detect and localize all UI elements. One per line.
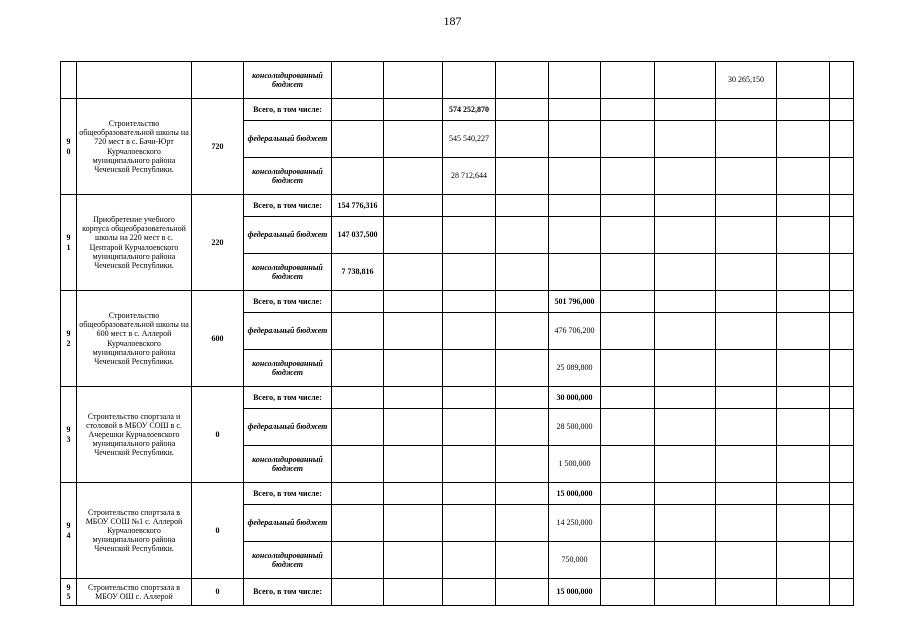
value-cell: 30 265,150 — [716, 62, 777, 99]
object-name: Строительство общеобразовательной школы на 600 мест в с. Аллерой Курчалоевского муниципального района Чеченской Республики. — [77, 291, 192, 387]
value-cell — [496, 350, 549, 387]
value-cell — [549, 254, 601, 291]
table-row — [61, 62, 854, 99]
row-number-digit: 9 — [66, 582, 71, 592]
value-cell: 154 776,316 — [332, 195, 384, 217]
value-cell — [443, 350, 496, 387]
row-number-digit: 5 — [66, 592, 71, 601]
value-cell — [716, 350, 777, 387]
value-cell: 28 500,000 — [549, 409, 601, 446]
value-cell — [716, 291, 777, 313]
value-cell — [716, 579, 777, 606]
row-number — [61, 579, 77, 606]
value-cell: 1 500,000 — [549, 446, 601, 483]
funding-source-federal: федеральный бюджет — [244, 505, 332, 542]
value-cell — [830, 254, 854, 291]
value-cell — [716, 505, 777, 542]
value-cell — [655, 387, 716, 409]
object-name: Строительство общеобразовательной школы на 720 мест в с. Бачи-Юрт Курчалоевского муниципального района Чеченской Республики. — [77, 99, 192, 195]
value-cell — [716, 254, 777, 291]
value-cell — [601, 483, 655, 505]
value-cell — [601, 409, 655, 446]
value-cell — [384, 505, 443, 542]
value-cell — [443, 505, 496, 542]
table-row — [61, 387, 854, 409]
value-cell: 476 706,200 — [549, 313, 601, 350]
value-cell — [655, 121, 716, 158]
value-cell — [655, 350, 716, 387]
value-cell — [496, 195, 549, 217]
value-cell — [496, 579, 549, 606]
funding-source-total: Всего, в том числе: — [244, 387, 332, 409]
value-cell — [384, 195, 443, 217]
capacity: 600 — [192, 291, 244, 387]
value-cell — [830, 313, 854, 350]
funding-source-total: Всего, в том числе: — [244, 291, 332, 313]
value-cell — [777, 350, 830, 387]
value-cell — [830, 158, 854, 195]
row-number — [61, 62, 77, 99]
funding-source-federal: федеральный бюджет — [244, 217, 332, 254]
value-cell — [716, 217, 777, 254]
value-cell — [830, 217, 854, 254]
value-cell — [443, 387, 496, 409]
value-cell — [496, 62, 549, 99]
value-cell — [716, 121, 777, 158]
value-cell: 30 000,000 — [549, 387, 601, 409]
value-cell — [830, 446, 854, 483]
row-number — [61, 291, 77, 387]
value-cell — [777, 99, 830, 121]
value-cell — [655, 313, 716, 350]
value-cell — [332, 350, 384, 387]
value-cell — [655, 291, 716, 313]
value-cell — [655, 483, 716, 505]
value-cell — [601, 62, 655, 99]
value-cell — [443, 217, 496, 254]
budget-table — [60, 61, 854, 606]
value-cell — [332, 313, 384, 350]
value-cell — [777, 254, 830, 291]
value-cell — [332, 387, 384, 409]
value-cell — [496, 217, 549, 254]
value-cell — [384, 313, 443, 350]
value-cell — [655, 409, 716, 446]
value-cell — [830, 350, 854, 387]
value-cell — [601, 313, 655, 350]
value-cell — [496, 446, 549, 483]
funding-source-consolidated: консолидированный бюджет — [244, 350, 332, 387]
value-cell — [830, 195, 854, 217]
table-row — [61, 291, 854, 313]
value-cell — [384, 350, 443, 387]
value-cell — [716, 483, 777, 505]
value-cell — [601, 121, 655, 158]
value-cell — [332, 62, 384, 99]
value-cell — [332, 483, 384, 505]
value-cell — [830, 387, 854, 409]
row-number-digit: 0 — [66, 146, 71, 156]
value-cell — [601, 254, 655, 291]
row-number-digit: 9 — [66, 521, 71, 531]
object-name — [77, 62, 192, 99]
capacity: 0 — [192, 483, 244, 579]
value-cell — [496, 158, 549, 195]
value-cell — [601, 195, 655, 217]
value-cell — [830, 99, 854, 121]
value-cell — [601, 291, 655, 313]
value-cell — [496, 254, 549, 291]
value-cell — [655, 446, 716, 483]
value-cell — [496, 99, 549, 121]
value-cell — [332, 542, 384, 579]
row-number — [61, 387, 77, 483]
capacity — [192, 62, 244, 99]
capacity: 0 — [192, 387, 244, 483]
value-cell — [655, 195, 716, 217]
value-cell — [549, 217, 601, 254]
value-cell — [716, 158, 777, 195]
row-number-digit: 3 — [66, 434, 71, 444]
row-number-digit: 9 — [66, 425, 71, 435]
page-number: 187 — [443, 14, 462, 28]
value-cell — [549, 121, 601, 158]
value-cell — [332, 446, 384, 483]
value-cell — [443, 254, 496, 291]
value-cell — [443, 483, 496, 505]
value-cell — [830, 409, 854, 446]
value-cell — [601, 579, 655, 606]
row-number-digit: 4 — [66, 530, 71, 540]
value-cell — [601, 99, 655, 121]
value-cell — [332, 158, 384, 195]
value-cell — [496, 505, 549, 542]
funding-source-consolidated: консолидированный бюджет — [244, 62, 332, 99]
value-cell — [716, 387, 777, 409]
value-cell — [777, 409, 830, 446]
value-cell — [332, 121, 384, 158]
value-cell — [549, 158, 601, 195]
value-cell — [716, 542, 777, 579]
value-cell — [384, 158, 443, 195]
value-cell — [332, 409, 384, 446]
value-cell — [777, 62, 830, 99]
value-cell — [777, 579, 830, 606]
value-cell — [443, 446, 496, 483]
value-cell — [384, 62, 443, 99]
value-cell — [443, 579, 496, 606]
value-cell: 147 037,500 — [332, 217, 384, 254]
object-name: Строительство спортзала в МБОУ ОШ с. Аллерой — [77, 579, 192, 606]
value-cell — [384, 483, 443, 505]
value-cell — [332, 505, 384, 542]
value-cell — [443, 62, 496, 99]
value-cell — [716, 195, 777, 217]
value-cell: 574 252,870 — [443, 99, 496, 121]
value-cell: 750,000 — [549, 542, 601, 579]
value-cell — [384, 291, 443, 313]
funding-source-federal: федеральный бюджет — [244, 121, 332, 158]
funding-source-consolidated: консолидированный бюджет — [244, 446, 332, 483]
table-row — [61, 195, 854, 217]
row-number — [61, 195, 77, 291]
value-cell — [716, 409, 777, 446]
value-cell: 14 250,000 — [549, 505, 601, 542]
value-cell: 25 089,800 — [549, 350, 601, 387]
value-cell — [655, 158, 716, 195]
value-cell — [443, 313, 496, 350]
value-cell — [601, 387, 655, 409]
value-cell — [384, 579, 443, 606]
object-name: Строительство спортзала и столовой в МБОУ СОШ в с. Ачерешки Курчалоевского муниципального района Чеченской Республики. — [77, 387, 192, 483]
value-cell — [332, 579, 384, 606]
value-cell — [384, 409, 443, 446]
table-body — [61, 62, 854, 606]
value-cell — [830, 483, 854, 505]
value-cell — [777, 217, 830, 254]
value-cell — [716, 446, 777, 483]
value-cell — [601, 350, 655, 387]
value-cell — [655, 505, 716, 542]
value-cell — [830, 542, 854, 579]
row-number — [61, 99, 77, 195]
value-cell — [830, 121, 854, 158]
value-cell — [443, 542, 496, 579]
value-cell — [777, 195, 830, 217]
value-cell — [384, 217, 443, 254]
row-number-digit: 9 — [66, 137, 71, 147]
funding-source-federal: федеральный бюджет — [244, 409, 332, 446]
value-cell — [777, 313, 830, 350]
table-row — [61, 483, 854, 505]
funding-source-federal: федеральный бюджет — [244, 313, 332, 350]
funding-source-total: Всего, в том числе: — [244, 99, 332, 121]
funding-source-consolidated: консолидированный бюджет — [244, 254, 332, 291]
value-cell — [655, 217, 716, 254]
value-cell — [443, 195, 496, 217]
value-cell — [601, 505, 655, 542]
value-cell — [443, 291, 496, 313]
value-cell — [777, 121, 830, 158]
value-cell — [601, 542, 655, 579]
row-number — [61, 483, 77, 579]
value-cell — [443, 409, 496, 446]
value-cell — [601, 217, 655, 254]
value-cell — [716, 313, 777, 350]
value-cell — [332, 99, 384, 121]
value-cell — [549, 62, 601, 99]
value-cell — [601, 158, 655, 195]
value-cell — [601, 446, 655, 483]
value-cell — [496, 291, 549, 313]
value-cell — [384, 254, 443, 291]
capacity: 220 — [192, 195, 244, 291]
value-cell — [777, 158, 830, 195]
funding-source-total: Всего, в том числе: — [244, 483, 332, 505]
value-cell: 28 712,644 — [443, 158, 496, 195]
value-cell: 7 738,816 — [332, 254, 384, 291]
row-number-digit: 1 — [66, 242, 71, 252]
value-cell — [496, 121, 549, 158]
capacity: 0 — [192, 579, 244, 606]
value-cell — [496, 313, 549, 350]
value-cell: 15 000,000 — [549, 579, 601, 606]
value-cell — [496, 542, 549, 579]
table-row — [61, 99, 854, 121]
value-cell — [496, 483, 549, 505]
row-number-digit: 9 — [66, 233, 71, 243]
value-cell — [830, 291, 854, 313]
funding-source-consolidated: консолидированный бюджет — [244, 158, 332, 195]
row-number-digit: 2 — [66, 338, 71, 348]
value-cell — [777, 291, 830, 313]
funding-source-total: Всего, в том числе: — [244, 195, 332, 217]
row-number-digit: 9 — [66, 329, 71, 339]
value-cell: 501 796,000 — [549, 291, 601, 313]
value-cell — [384, 446, 443, 483]
table-row — [61, 579, 854, 606]
object-name: Строительство спортзала в МБОУ СОШ №1 с. Аллерой Курчалоевского муниципального района Чеченской Республики. — [77, 483, 192, 579]
value-cell: 545 540,227 — [443, 121, 496, 158]
value-cell — [830, 505, 854, 542]
value-cell — [830, 579, 854, 606]
value-cell — [496, 409, 549, 446]
value-cell — [384, 121, 443, 158]
value-cell — [777, 542, 830, 579]
value-cell — [830, 62, 854, 99]
funding-source-consolidated: консолидированный бюджет — [244, 542, 332, 579]
value-cell — [496, 387, 549, 409]
value-cell — [655, 579, 716, 606]
value-cell — [655, 254, 716, 291]
capacity: 720 — [192, 99, 244, 195]
value-cell — [384, 542, 443, 579]
value-cell — [549, 195, 601, 217]
value-cell — [332, 291, 384, 313]
value-cell — [655, 542, 716, 579]
object-name: Приобретение учебного корпуса общеобразовательной школы на 220 мест в с. Центарой Курчалоевского муниципального района Чеченской Республики. — [77, 195, 192, 291]
value-cell — [777, 387, 830, 409]
value-cell — [655, 62, 716, 99]
value-cell — [655, 99, 716, 121]
funding-source-total: Всего, в том числе: — [244, 579, 332, 606]
value-cell — [777, 505, 830, 542]
value-cell — [777, 483, 830, 505]
value-cell: 15 000,000 — [549, 483, 601, 505]
value-cell — [384, 99, 443, 121]
value-cell — [716, 99, 777, 121]
value-cell — [384, 387, 443, 409]
value-cell — [777, 446, 830, 483]
value-cell — [549, 99, 601, 121]
